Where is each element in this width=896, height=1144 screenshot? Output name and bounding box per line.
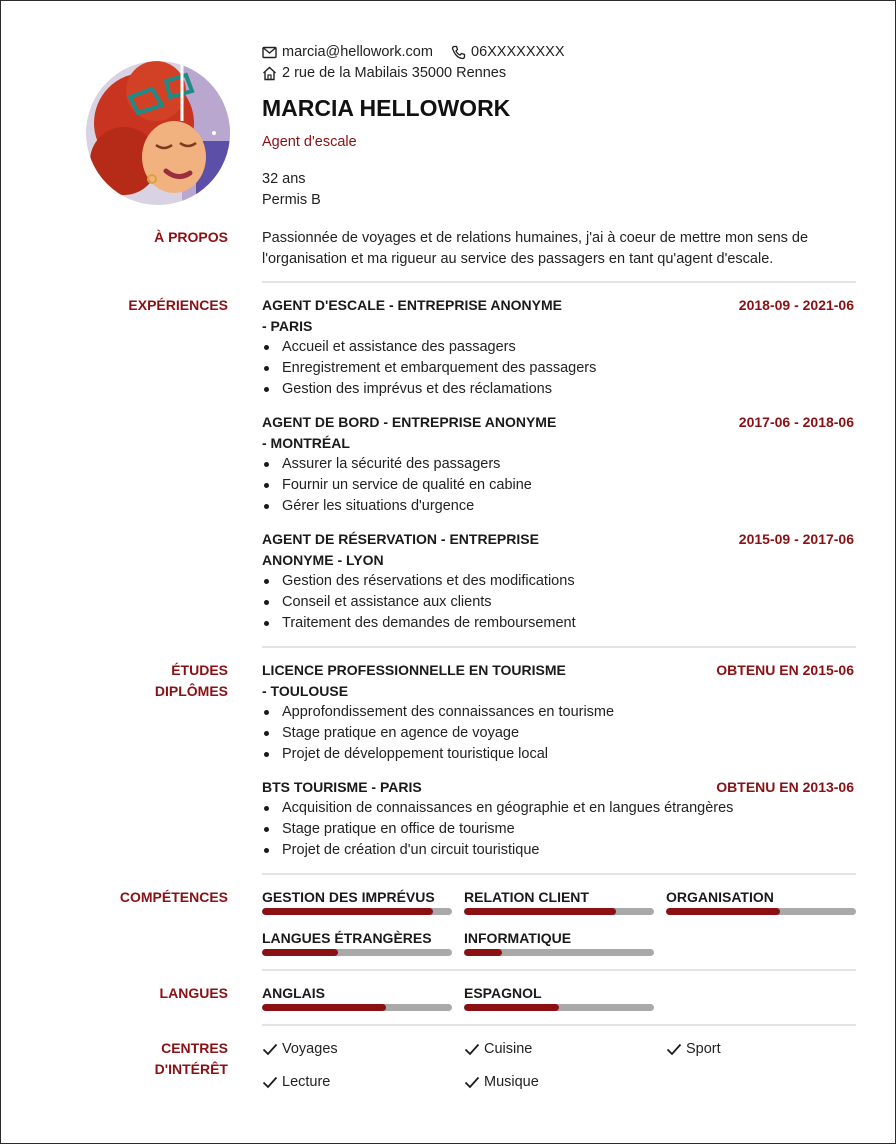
skill-level-bar [464,949,654,956]
list-item: Gérer les situations d'urgence [262,496,532,517]
skill-label: GESTION DES IMPRÉVUS [262,889,435,905]
candidate-name: MARCIA HELLOWORK [262,95,511,121]
list-item: Assurer la sécurité des passagers [262,454,532,475]
experience-title [262,295,582,337]
divider [262,873,856,875]
education-title-line: BTS TOURISME - PARIS [262,779,422,795]
experience-date: 2015-09 - 2017-06 [738,531,854,547]
skill-label: LANGUES ÉTRANGÈRES [262,930,432,946]
section-heading-interests [155,1038,228,1080]
list-item: Projet de création d'un circuit touristique [262,840,733,861]
divider [262,1024,856,1026]
check-icon [262,1043,278,1056]
skill-level-fill [262,949,338,956]
language-level-bar [262,1004,452,1011]
avatar [86,61,230,205]
language-level-bar [464,1004,654,1011]
check-icon [666,1043,682,1056]
list-item: Gestion des imprévus et des réclamations [262,379,596,400]
skill-item [464,928,654,956]
interest-label: Sport [686,1041,721,1057]
skill-label: INFORMATIQUE [464,930,572,946]
interest-label: Cuisine [484,1041,533,1057]
section-heading-about: À PROPOS [154,229,228,245]
skill-label: ORGANISATION [666,889,774,905]
language-item [262,983,452,1011]
divider [262,969,856,971]
skill-label: RELATION CLIENT [464,889,589,905]
skill-item [464,887,654,915]
language-level-fill [262,1004,386,1011]
list-item: Gestion des réservations et des modifications [262,571,576,592]
list-item: Enregistrement et embarquement des passagers [262,358,596,379]
skill-level-fill [666,908,780,915]
interest-label: Voyages [282,1041,338,1057]
education-date: OBTENU EN 2015-06 [716,662,854,678]
skill-item [262,928,452,956]
education-title [262,777,582,798]
list-item: Accueil et assistance des passagers [262,337,596,358]
interest-label: Lecture [282,1074,331,1090]
skill-item [262,887,452,915]
education-title [262,660,582,702]
section-heading-languages: LANGUES [159,985,228,1001]
list-item: Stage pratique en agence de voyage [262,723,614,744]
list-item: Approfondissement des connaissances en tourisme [262,702,614,723]
experience-date: 2017-06 - 2018-06 [738,414,854,430]
skill-level-fill [464,949,502,956]
experience-title-line: AGENT DE BORD - ENTREPRISE ANONYME [262,414,557,430]
skill-item [666,887,856,915]
experience-title-line: - PARIS [262,318,313,334]
section-heading-line: DIPLÔMES [154,683,228,699]
language-level-fill [464,1004,559,1011]
check-icon [464,1043,480,1056]
section-heading-line: D'INTÉRÊT [154,1061,228,1077]
experience-bullets [262,571,576,634]
education-bullets [262,702,614,765]
skill-level-bar [262,908,452,915]
phone-icon [451,45,466,60]
envelope-icon [262,46,277,59]
interest-label: Musique [484,1074,539,1090]
list-item: Traitement des demandes de remboursement [262,613,576,634]
skill-level-fill [464,908,616,915]
section-heading-line: ÉTUDES [171,662,228,678]
list-item: Acquisition de connaissances en géographie et en langues étrangères [262,798,733,819]
about-text-line-2: l'organisation et ma rigueur au service des passagers en tant qu'agent d'escale. [262,251,774,267]
experience-bullets [262,337,596,400]
experience-title-line: - MONTRÉAL [262,435,350,451]
education-title-line: LICENCE PROFESSIONNELLE EN TOURISME [262,662,566,678]
list-item: Stage pratique en office de tourisme [262,819,733,840]
section-heading-line: CENTRES [161,1040,228,1056]
experience-bullets [262,454,532,517]
divider [262,281,856,283]
skill-level-fill [262,908,433,915]
job-title: Agent d'escale [262,134,357,150]
language-label: ESPAGNOL [464,985,542,1001]
home-icon [262,66,277,81]
age-text: 32 ans [262,171,306,187]
email-text: marcia@hellowork.com [282,44,433,60]
section-heading-experiences: EXPÉRIENCES [128,297,228,313]
section-heading-skills: COMPÉTENCES [119,889,228,905]
education-date: OBTENU EN 2013-06 [716,779,854,795]
list-item: Fournir un service de qualité en cabine [262,475,532,496]
experience-title-line: AGENT DE RÉSERVATION - ENTREPRISE [262,531,539,547]
about-text-line-1: Passionnée de voyages et de relations humaines, j'ai à coeur de mettre mon sens de [262,230,809,246]
check-icon [262,1076,278,1089]
divider [262,646,856,648]
experience-title-line: AGENT D'ESCALE - ENTREPRISE ANONYME [262,297,562,313]
phone-text: 06XXXXXXXX [471,44,565,60]
license-text: Permis B [262,192,321,208]
experience-date: 2018-09 - 2021-06 [738,297,854,313]
education-bullets [262,798,733,861]
section-heading-education [155,660,228,702]
language-item [464,983,654,1011]
address-text: 2 rue de la Mabilais 35000 Rennes [282,65,507,81]
skill-level-bar [262,949,452,956]
list-item: Projet de développement touristique local [262,744,614,765]
education-title-line: - TOULOUSE [262,683,349,699]
check-icon [464,1076,480,1089]
language-label: ANGLAIS [262,985,325,1001]
experience-title [262,529,582,571]
skill-level-bar [666,908,856,915]
experience-title-line: ANONYME - LYON [262,552,384,568]
list-item: Conseil et assistance aux clients [262,592,576,613]
experience-title [262,412,582,454]
skill-level-bar [464,908,654,915]
